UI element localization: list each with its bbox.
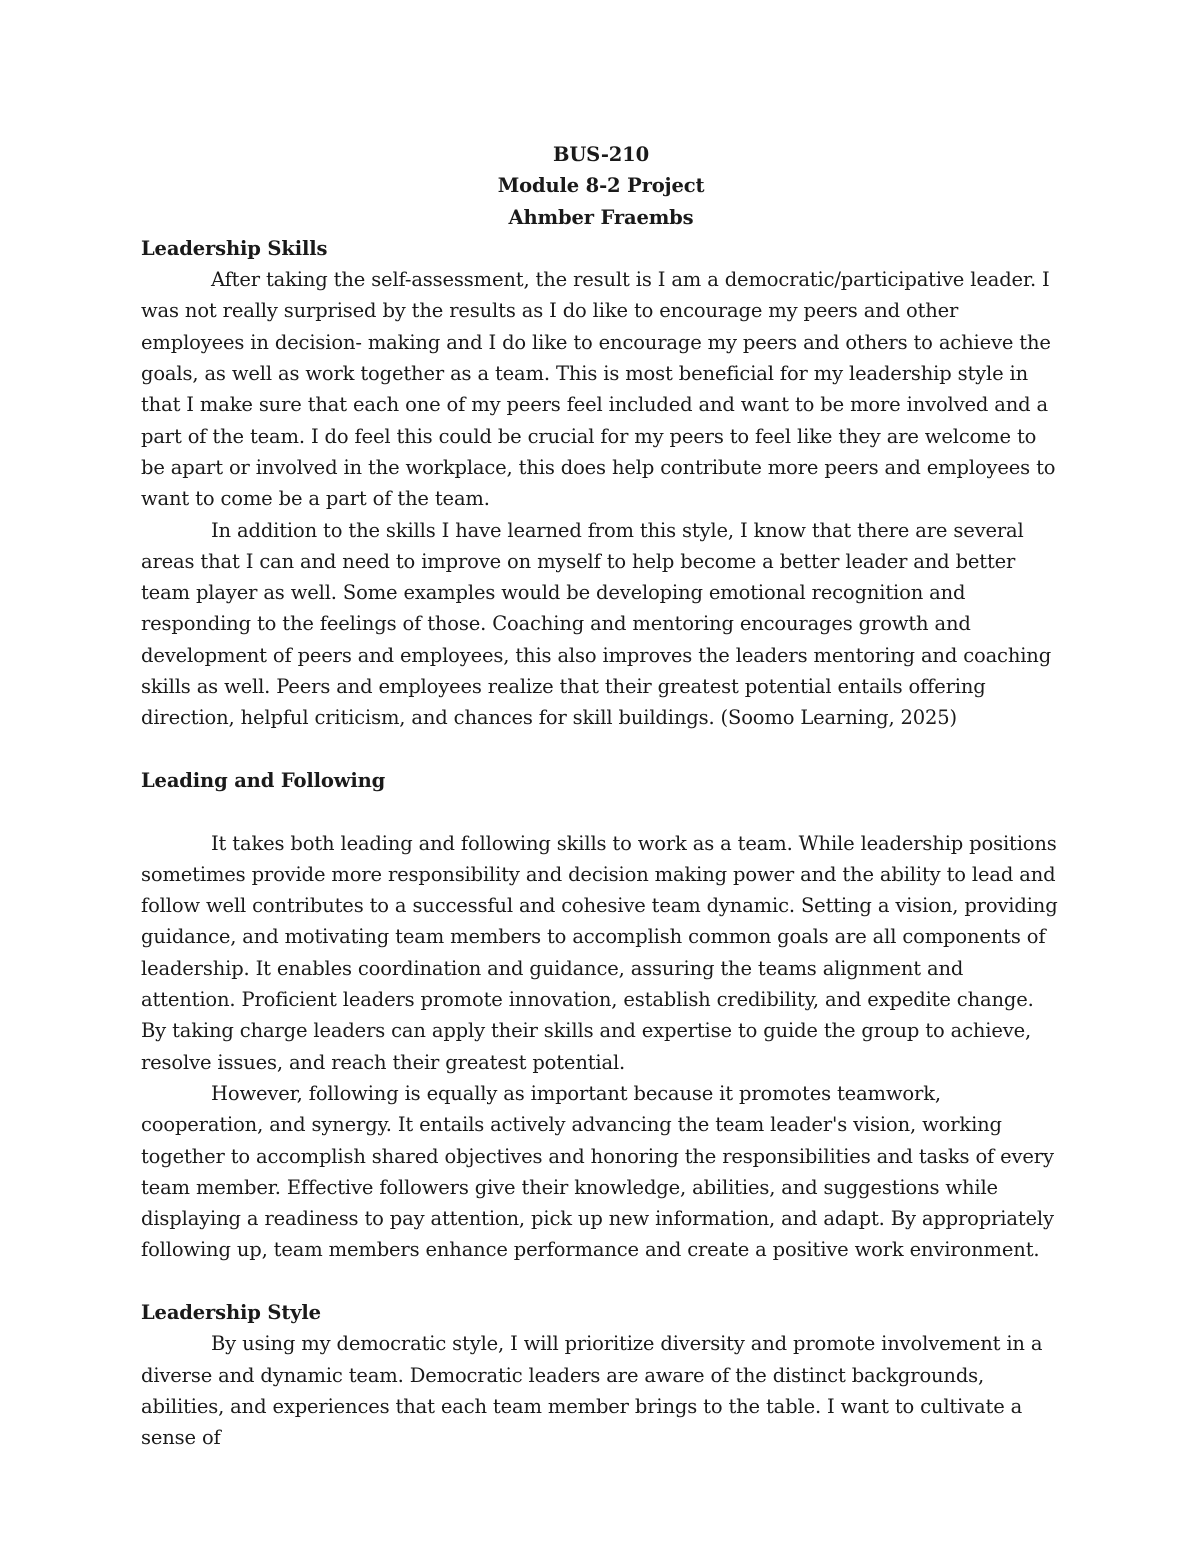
section-heading-leading-and-following: Leading and Following bbox=[141, 768, 386, 792]
blank-line bbox=[141, 1266, 1061, 1297]
section-heading-leadership-style: Leadership Style bbox=[141, 1300, 321, 1324]
author-name: Ahmber Fraembs bbox=[508, 205, 694, 229]
paragraph: After taking the self-assessment, the result is I am a democratic/participative leader. I was not really surprised by the results as I do like to encourage my peers and other employees in decision- making and I do like to encourage my peers and others to achieve the goals, as well as work together as a team. This is most beneficial for my leadership style in that I make sure that each one of my peers feel included and want to be more involved and a part of the team. I do feel this could be crucial for my peers to feel like they are welcome to be apart or involved in the workplace, this does help contribute more peers and employees to want to come be a part of the team. bbox=[141, 268, 1056, 511]
course-code: BUS-210 bbox=[552, 143, 650, 166]
paragraph: In addition to the skills I have learned from this style, I know that there are several areas that I can and need to improve on myself to help become a better leader and better team player as well. Some examples would be developing emotional recognition and responding to the feelings of those. Coaching and mentoring encourages growth and development of peers and employees, this also improves the leaders mentoring and coaching skills as well. Peers and employees realize that their greatest potential entails offering direction, helpful criticism, and chances for skill buildings. (Soomo Learning, 2025) bbox=[141, 518, 1052, 730]
document-body bbox=[141, 139, 1061, 1453]
section-heading-leadership-skills: Leadership Skills bbox=[141, 236, 328, 260]
blank-line bbox=[141, 796, 1061, 827]
assignment-title: Module 8-2 Project bbox=[497, 174, 705, 198]
paragraph: However, following is equally as important because it promotes teamwork, cooperation, and synergy. It entails actively advancing the team leader's vision, working together to accomplish shared objectives and honoring the responsibilities and tasks of every team member. Effective followers give their knowledge, abilities, and suggestions while displaying a readiness to pay attention, pick up new information, and adapt. By appropriately following up, team members enhance performance and create a positive work environment. bbox=[141, 1081, 1054, 1262]
blank-line bbox=[141, 734, 1061, 765]
paragraph: By using my democratic style, I will prioritize diversity and promote involvement in a diverse and dynamic team. Democratic leaders are aware of the distinct backgrounds, abilities, and experiences that each team member brings to the table. I want to cultivate a sense of bbox=[141, 1332, 1043, 1450]
paragraph: It takes both leading and following skills to work as a team. While leadership positions sometimes provide more responsibility and decision making power and the ability to lead and follow well contributes to a successful and cohesive team dynamic. Setting a vision, providing guidance, and motivating team members to accomplish common goals are all components of leadership. It enables coordination and guidance, assuring the teams alignment and attention. Proficient leaders promote innovation, establish credibility, and expedite change. By taking charge leaders can apply their skills and expertise to guide the group to achieve, resolve issues, and reach their greatest potential. bbox=[141, 831, 1058, 1074]
